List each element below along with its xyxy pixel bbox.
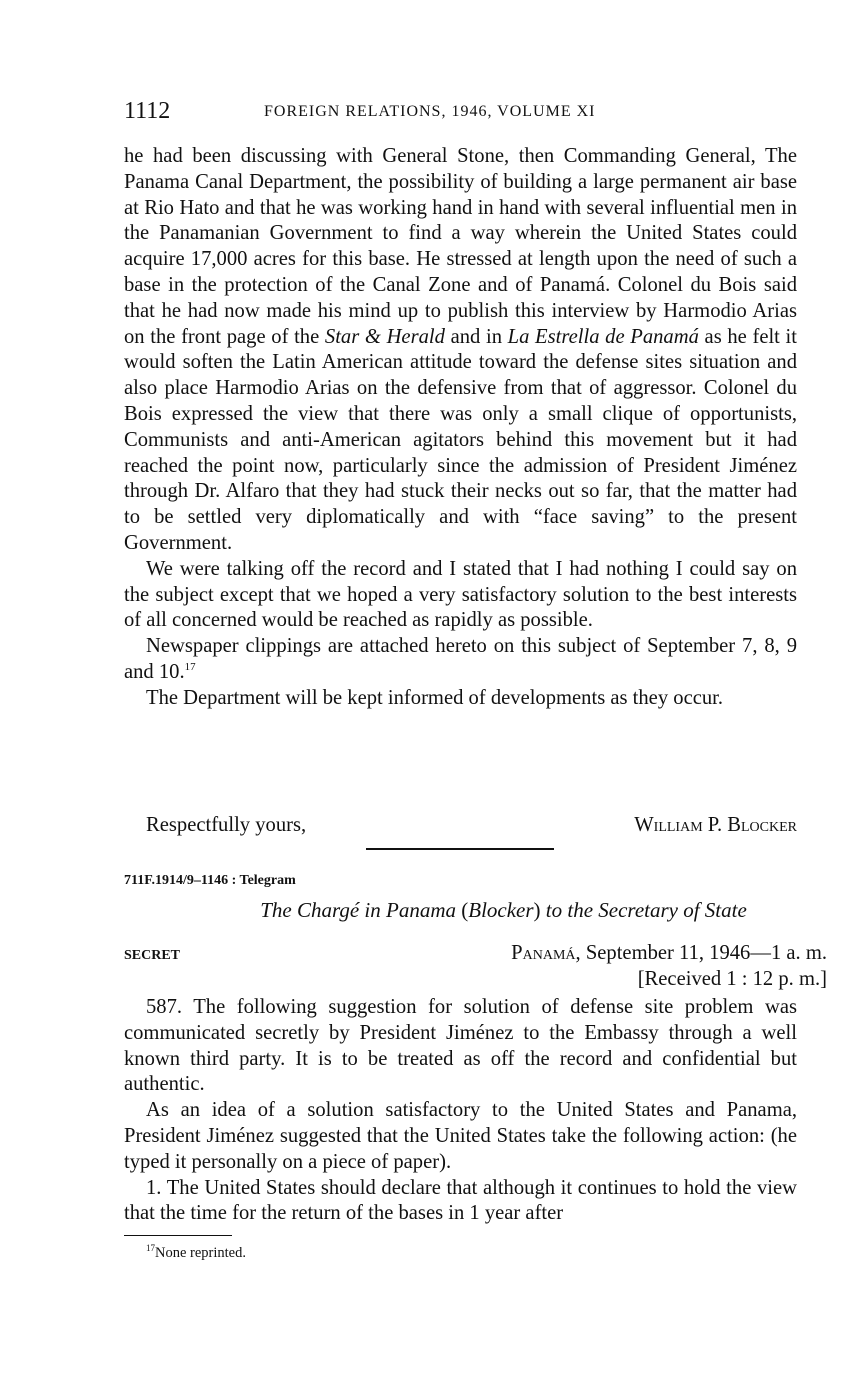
footnote-text: None reprinted. — [155, 1245, 246, 1261]
classification: SECRET — [124, 948, 181, 963]
letter-paragraph-2: We were talking off the record and I stated that I had nothing I could say on the subject except that we hoped a very satisfactory solution to the best interests of all concerned would be reached as rapidly as possible. — [124, 557, 797, 632]
section-divider — [366, 848, 554, 850]
letter-paragraph-3: Newspaper clippings are attached hereto on this subject of September 7, 8, 9 and 10.17 — [124, 635, 797, 683]
closing: Respectfully yours, — [146, 814, 307, 836]
document-title: The Chargé in Panama (Blocker) to the Secretary of State — [260, 898, 747, 922]
received-note: [Received 1 : 12 p. m.] — [637, 968, 827, 990]
place-date — [511, 940, 827, 966]
footnote-divider — [124, 1235, 232, 1236]
footnote-mark: 17 — [146, 1243, 155, 1254]
telegram-paragraph-1: 587. The following suggestion for solution of defense site problem was communicated secretly by President Jiménez to the Embassy through a well known third party. It is to be treated as off the record and confidential but authentic. — [124, 996, 797, 1096]
letter-body — [124, 144, 797, 712]
newspaper-name-star-herald: Star & Herald — [324, 325, 445, 348]
running-head: FOREIGN RELATIONS, 1946, VOLUME XI — [264, 103, 596, 120]
date: September 11, 1946—1 a. m. — [580, 942, 827, 964]
footnote — [146, 1244, 246, 1262]
place: Panamá, — [511, 942, 581, 964]
telegram-paragraph-2: As an idea of a solution satisfactory to the United States and Panama, President Jiménez suggested that the United States take the following action: (he typed it personally on a piece of paper). — [124, 1099, 797, 1173]
page-header — [124, 96, 797, 126]
telegram-paragraph-3: 1. The United States should declare that although it continues to hold the view that the time for the return of the bases in 1 year after — [124, 1176, 797, 1225]
newspaper-name-la-estrella: La Estrella de Panamá — [507, 325, 699, 348]
footnote-reference: 17 — [184, 661, 196, 674]
letter-paragraph-1: he had been discussing with General Stone, then Commanding General, The Panama Canal Department, the possibility of building a large permanent air base at Rio Hato and that he was working hand in hand with several influential men in the Panamanian Government to find a way wherein the United States could acquire 17,000 acres for this base. He stressed at length upon the need of such a base in the protection of the Canal Zone and of Panamá. Colonel du Bois said that he had now made his mind up to publish this interview by Harmodio Arias on the front page of the Star & Herald and in La Estrella de Panamá as he felt it would soften the Latin American attitude toward the defense sites situation and also place Harmodio Arias on the defensive from that of aggressor. Colonel du Bois expressed the view that there was only a small clique of opportunists, Communists and anti-American agitators behind this movement but it had reached the point now, particularly since the admission of President Jiménez through Dr. Alfaro that they had stuck their necks out so far, that the matter had to be settled very diplomatically and with “face saving” to the present Government. — [124, 145, 798, 554]
page-number: 1112 — [124, 98, 171, 124]
file-reference: 711F.1914/9–1146 : Telegram — [124, 873, 296, 888]
signature-block — [146, 812, 797, 838]
letter-paragraph-4: The Department will be kept informed of developments as they occur. — [146, 686, 724, 709]
telegram-body — [124, 995, 797, 1227]
signature: William P. Blocker — [634, 814, 797, 836]
